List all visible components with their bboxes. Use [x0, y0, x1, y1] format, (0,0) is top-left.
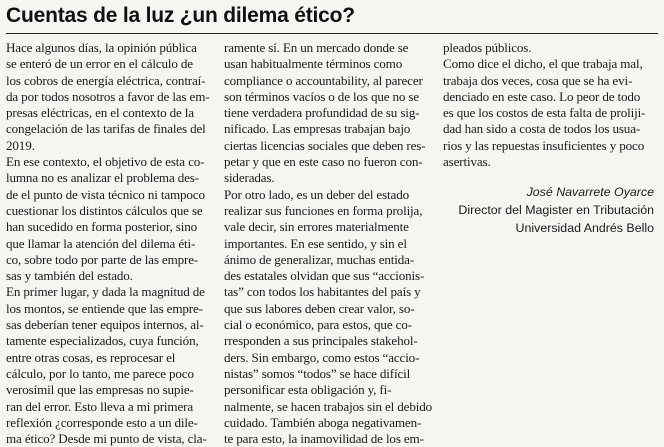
author-signature — [458, 183, 654, 238]
author-title: Director del Magister en Tributación — [458, 203, 654, 218]
article-column-1: Hace algunos días, la opinión pública se enteró de un error en el cálculo de los cobros de energía eléctrica, contraí- da por todos nosotros a favor de las em- presas eléctricas, en el contexto de la congelación de las tarifas de finales del 2019. En ese contexto, el objetivo de esta co- lumna no es analizar el problema des- de el punto de vista técnico ni tampoco cuestionar los distintos cálculos que se han sucedido en forma posterior, sino que llamar la atención del dilema éti- co, sobre todo por parte de las empre- sas y también del estado. En primer lugar, y dada la magnitud de los montos, se entiende que las empre- sas deberían tener equipos internos, al- tamente especializados, cuya función, entre otras cosas, es reprocesar el cálculo, por lo tanto, me parece poco verosímil que las empresas no supie- ran del error. Esto lleva a mi primera reflexión ¿corresponde esto a un dile- ma ético? Desde mi punto de vista, cla- — [6, 40, 210, 447]
author-institution: Universidad Andrés Bello — [515, 221, 654, 236]
headline-rule — [6, 33, 658, 34]
author-name: José Navarrete Oyarce — [526, 185, 654, 199]
article-column-3: pleados públicos. Como dice el dicho, el que trabaja mal, trabaja dos veces, cosa que se ha evi- denciado en este caso. Lo peor de todo es que los costos de esta falta de proliji- dad han sido a costa de todos los usua- rios y las repuestas insuficientes y poco asertivas. — [443, 40, 646, 170]
article-headline: Cuentas de la luz ¿un dilema ético? — [6, 4, 355, 27]
article-column-2: ramente sí. En un mercado donde se usan habitualmente términos como compliance o accountability, al parecer son términos vacíos o de los que no se tiene verdadera profundidad de su sig- nificado. Las empresas trabajan bajo ciertas licencias sociales que deben res- petar y que en este caso no fueron con- sideradas. Por otro lado, es un deber del estado realizar sus funciones en forma prolija, vale decir, sin errores materialmente importantes. En ese sentido, y sin el ánimo de generalizar, muchas entida- des estatales olvidan que sus “accionis- tas” con todos los habitantes del país y que sus labores deben crear valor, so- cial o económico, para estos, que co- rresponden a sus principales stakehol- ders. Sin embargo, como estos “accio- nistas” somos “todos” se hace difícil personificar esta obligación y, fi- nalmente, se hacen trabajos sin el debido cuidado. También aboga negativamen- te para esto, la inamovilidad de los em- — [224, 40, 433, 447]
